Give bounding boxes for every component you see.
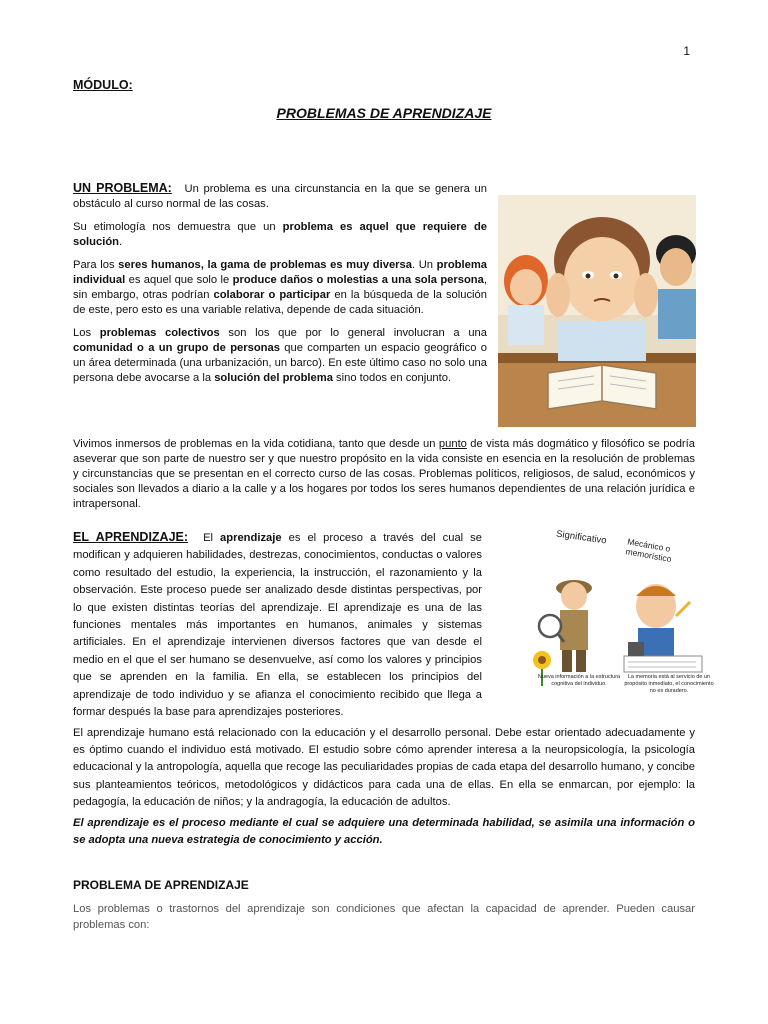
text-run: .: [119, 236, 123, 248]
problema-etimologia: [73, 220, 487, 250]
students-image: [498, 195, 696, 427]
aprendizaje-heading: EL APRENDIZAJE:: [73, 530, 189, 544]
page-title: PROBLEMAS DE APRENDIZAJE: [276, 105, 492, 121]
classroom-illustration: [498, 195, 696, 427]
problema-intro: [73, 181, 487, 212]
vida-cotidiana-section: [73, 437, 695, 512]
text-run-bold: problema individual: [73, 259, 487, 286]
text-run: que comparten un espacio geográfico o un área determinada (una urbanización, un barco). En este último caso no solo una persona debe avocarse a la: [73, 342, 487, 384]
text-run-bold: colaborar o participar: [213, 289, 331, 301]
problema-individual: [73, 258, 487, 318]
problema-section: [73, 181, 487, 386]
text-run: Vivimos inmersos de problemas en la vida cotidiana, tanto que desde un: [73, 438, 439, 450]
label-memoristico: Mecánico o memorístico: [624, 536, 673, 565]
page-number: 1: [683, 44, 690, 58]
module-label: MÓDULO:: [73, 78, 133, 92]
text-run: en la búsqueda de la solución de este, pero esto es una variable relativa, depende de cada situación.: [73, 289, 487, 316]
text-run: Los: [73, 327, 100, 339]
text-run: Para los: [73, 259, 119, 271]
problema-vida-cotidiana: [73, 437, 695, 512]
problema-p1: Un problema es una circunstancia en la que se genera un obstáculo al curso normal de las cosas.: [73, 183, 488, 210]
label-significativo: Significativo: [555, 528, 608, 547]
aprendizaje-p2-block: [73, 725, 695, 849]
text-run: de vista más dogmático y filosófico se podría aseverar que son parte de nuestro ser y que nuestro propósito en la vida consiste en esencia en la resolución de problemas y circunstancias que se presentan en el correcto curso de las cosas. Problemas políticos, religiosos, de salud, económicos y sociales son llevados a diario a la calle y a los hogares por todos los seres humanos dependientes de una relación jurídica e intrapersonal.: [73, 438, 695, 510]
text-run: Su etimología nos demuestra que un: [73, 221, 283, 233]
aprendizaje-p2: El aprendizaje humano está relacionado con la educación y el desarrollo personal. Debe estar orientado adecuadamente y es óptimo cuando el individuo está motivado. El estudio sobre cómo aprender interesa a la neuropsicología, la psicología educacional y la antropología, aquella que recoge las peculiaridades propias de cada etapa del desarrollo humano, y concibe sus planteamientos teóricos, metodológicos y didácticos para cada una de ellas. En ella se enmarcan, por ejemplo: la pedagogía, la educación de niños; y la andragogía, la educación de adultos.: [73, 727, 695, 808]
problema-colectivo: [73, 326, 487, 386]
text-run-bold: seres humanos, la gama de problemas es muy diversa: [118, 259, 412, 271]
text-run-bold: comunidad o a un grupo de personas: [73, 342, 280, 354]
text-run: son los que por lo general involucran a una: [219, 327, 487, 339]
caption-significativo: Nueva información a la estructura cognitiva del individuo.: [537, 674, 621, 687]
problema-aprendizaje-section: [73, 902, 695, 933]
aprendizaje-p1: [73, 529, 482, 721]
text-run-bold: problema es aquel que requiere de solución: [73, 221, 487, 248]
text-run: . Un: [412, 259, 437, 271]
text-run: El: [203, 532, 221, 544]
problema-aprendizaje-p1: Los problemas o trastornos del aprendizaje son condiciones que afectan la capacidad de aprender. Pueden causar problemas con:: [73, 903, 695, 931]
problema-aprendizaje-heading: PROBLEMA DE APRENDIZAJE: [73, 878, 249, 892]
text-run: , sin embargo, otras podrían: [73, 274, 487, 301]
text-run: es el proceso a través del cual se modifican y adquieren habilidades, destrezas, conocimientos, conductas o valores como resultado del estudio, la experiencia, la instrucción, el razonamiento y la observación. Este proceso puede ser analizado desde distintas perspectivas, por lo que existen distintas teorías del aprendizaje. El aprendizaje es una de las funciones mentales más importantes en humanos, animales y sistemas artificiales. En el aprendizaje intervienen diversos factores que van desde el medio en el que el ser humano se desenvuelve, así como los valores y principios que se aprenden en la familia. En ella, se establecen los principios del aprendizaje de todo individuo y se afianza el conocimiento recibido que llega a formar después la base para aprendizajes posteriores.: [73, 532, 482, 719]
aprendizaje-definition: El aprendizaje es el proceso mediante el cual se adquiere una determinada habilidad, se asimila una información o se adopta una nueva estrategia de conocimiento y acción.: [73, 817, 695, 847]
text-run-bold: produce daños o molestias a una sola persona: [232, 274, 484, 286]
underlined-word: punto: [438, 438, 467, 450]
problema-heading: UN PROBLEMA:: [73, 181, 172, 195]
text-run-bold: solución del problema: [214, 372, 333, 384]
text-run: sino todos en conjunto.: [332, 372, 452, 384]
caption-memoristico: La memoria está al servicio de un propósito inmediato, el conocimiento no es duradero.: [624, 674, 714, 694]
aprendizaje-section: [73, 529, 482, 721]
learning-types-illustration: [528, 530, 716, 702]
text-run: es aquel que solo le: [125, 274, 233, 286]
text-run-bold: problemas colectivos: [99, 327, 220, 339]
text-run-bold: aprendizaje: [220, 532, 282, 544]
